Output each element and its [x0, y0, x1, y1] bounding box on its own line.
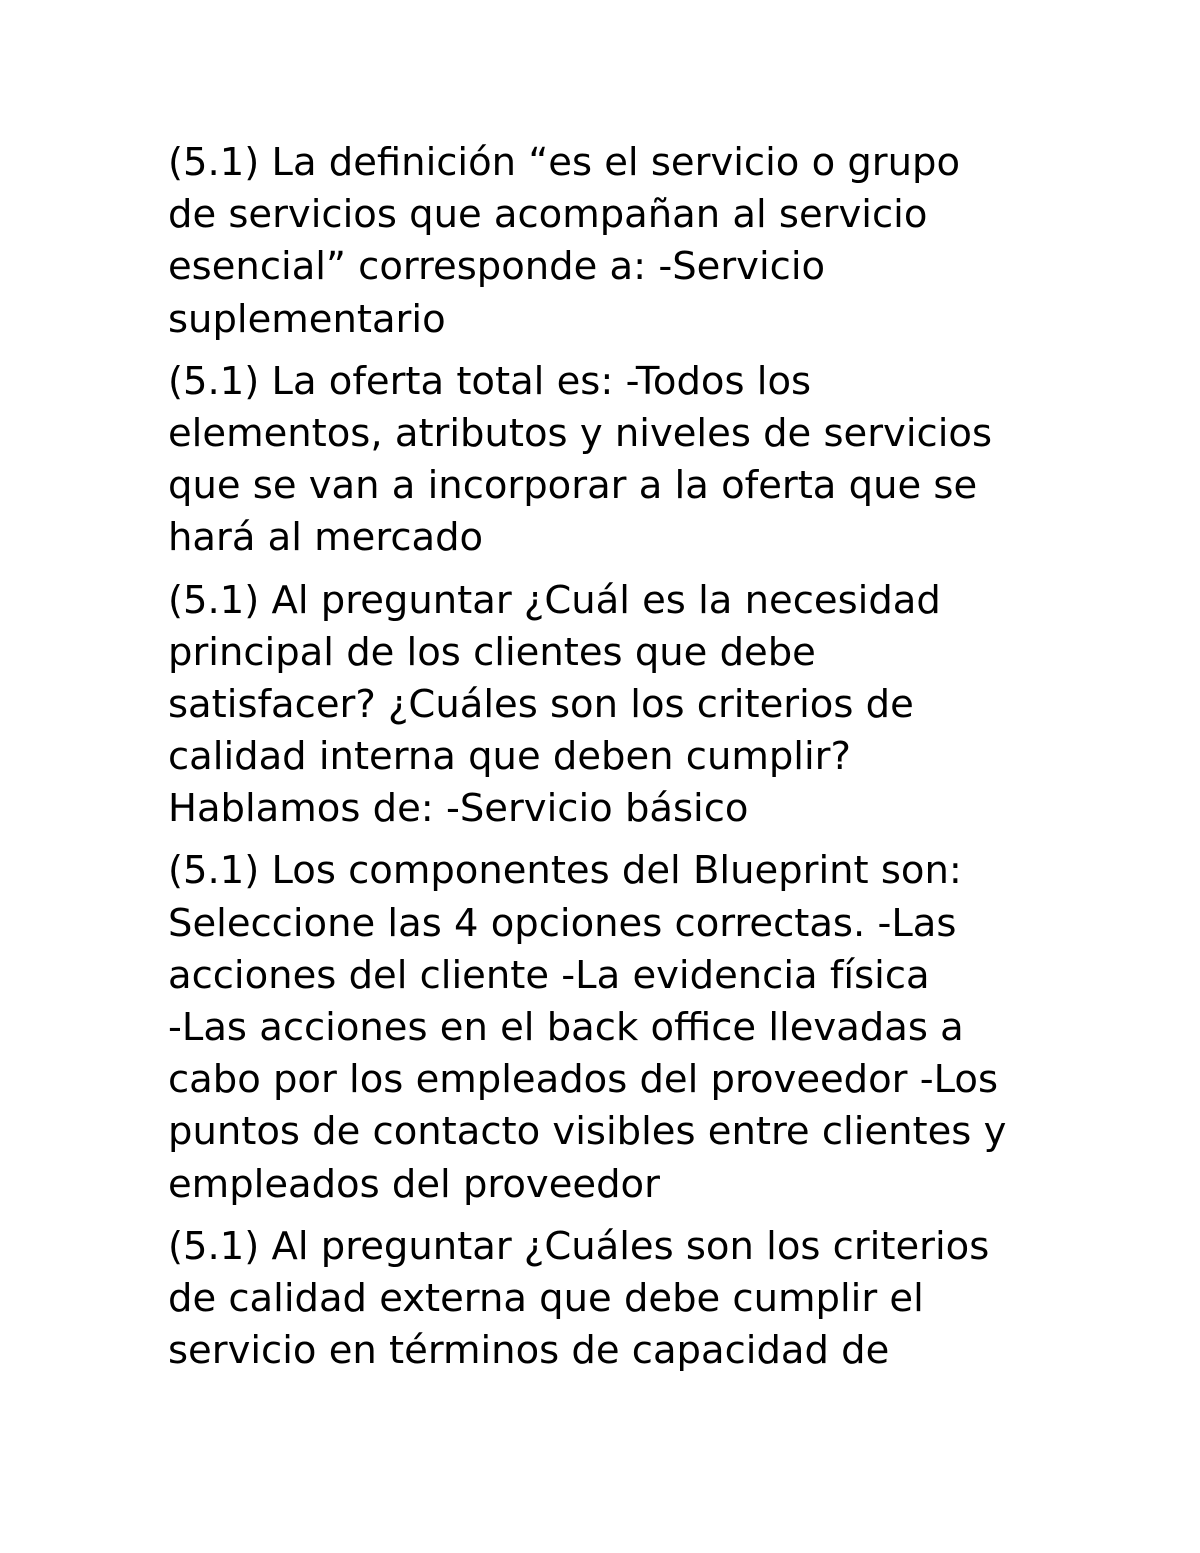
- text-line: satisfacer? ¿Cuáles son los criterios de: [168, 681, 914, 727]
- text-line: de servicios que acompañan al servicio: [168, 192, 928, 238]
- paragraph-3: [168, 575, 1048, 836]
- text-line: calidad interna que deben cumplir?: [168, 734, 851, 780]
- text-line: que se van a incorporar a la oferta que se: [168, 463, 978, 509]
- paragraph-4: [168, 845, 1048, 1210]
- paragraph-5: [168, 1221, 1048, 1378]
- text-line: esencial” corresponde a: -Servicio: [168, 244, 826, 290]
- text-line: Hablamos de: -Servicio básico: [168, 786, 749, 832]
- text-line: cabo por los empleados del proveedor -Los: [168, 1057, 999, 1103]
- text-line: (5.1) La oferta total es: -Todos los: [168, 358, 812, 404]
- text-line: empleados del proveedor: [168, 1161, 660, 1207]
- text-line: principal de los clientes que debe: [168, 629, 816, 675]
- text-line: (5.1) Al preguntar ¿Cuáles son los criterios: [168, 1223, 990, 1269]
- paragraph-1: [168, 137, 1048, 346]
- text-line: Seleccione las 4 opciones correctas. -Las: [168, 900, 957, 946]
- text-line: (5.1) Los componentes del Blueprint son:: [168, 848, 962, 894]
- text-line: -Las acciones en el back office llevadas a: [168, 1005, 964, 1050]
- text-line: puntos de contacto visibles entre clientes y: [168, 1109, 1007, 1155]
- text-line: elementos, atributos y niveles de servicios: [168, 410, 993, 456]
- text-line: suplementario: [168, 296, 446, 342]
- text-line: servicio en términos de capacidad de: [168, 1328, 890, 1374]
- document-body: [168, 137, 1048, 1387]
- paragraph-2: [168, 356, 1048, 565]
- text-line: de calidad externa que debe cumplir el: [168, 1275, 924, 1321]
- text-line: hará al mercado: [168, 515, 484, 561]
- text-line: acciones del cliente -La evidencia física: [168, 952, 930, 998]
- text-line: (5.1) La definición “es el servicio o grupo: [168, 140, 961, 185]
- text-line: (5.1) Al preguntar ¿Cuál es la necesidad: [168, 577, 941, 623]
